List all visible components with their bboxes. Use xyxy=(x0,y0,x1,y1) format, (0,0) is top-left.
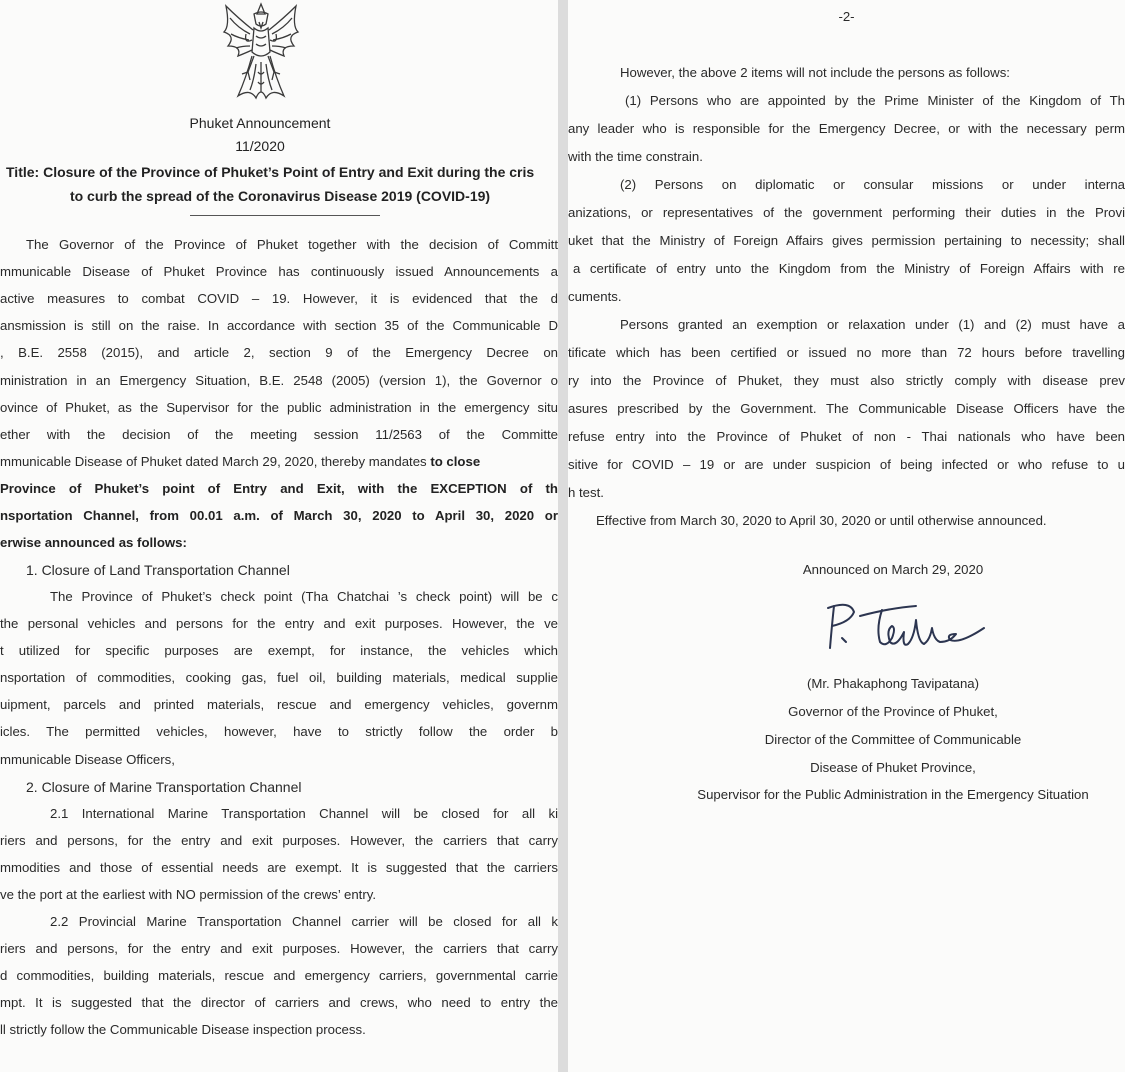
body-line: with the time constrain. xyxy=(568,149,703,164)
body-line: asures prescribed by the Government. The Communicable Disease Officers have the xyxy=(568,401,1125,416)
page-number: -2- xyxy=(838,9,855,24)
announcement-title: Phuket Announcement xyxy=(189,115,331,131)
handwritten-signature xyxy=(820,598,990,656)
body-line: ry into the Province of Phuket, they must also strictly comply with disease prev xyxy=(568,373,1125,388)
document-page-2 xyxy=(568,0,1125,1072)
body-line: riers and persons, for the entry and exit purposes. However, the carriers that carry xyxy=(0,833,558,848)
body-line: mmunicable Disease of Phuket Province has continuously issued Announcements a xyxy=(0,264,558,279)
signatory-title: Supervisor for the Public Administration in the Emergency Situation xyxy=(697,787,1089,802)
announcement-subject-line-2: to curb the spread of the Coronavirus Disease 2019 (COVID-19) xyxy=(69,188,491,204)
body-line: the personal vehicles and persons for the entry and exit purposes. However, the ve xyxy=(0,616,558,631)
body-line: cuments. xyxy=(568,289,622,304)
body-line: t utilized for specific purposes are exempt, for instance, the vehicles which xyxy=(0,643,558,658)
body-line: ve the port at the earliest with NO permission of the crews’ entry. xyxy=(0,887,376,902)
section-heading-marine: 2. Closure of Marine Transportation Channel xyxy=(26,779,302,795)
body-line: anizations, or representatives of the government performing their duties in the Provi xyxy=(568,205,1125,220)
body-line: h test. xyxy=(568,485,604,500)
body-line: icles. The permitted vehicles, however, have to strictly follow the order b xyxy=(0,724,558,739)
body-line-bold: erwise announced as follows: xyxy=(0,535,187,550)
body-line: sitive for COVID – 19 or are under suspicion of being infected or who refuse to u xyxy=(568,457,1125,472)
body-line: ovince of Phuket, as the Supervisor for the public administration in the emergency situ xyxy=(0,400,558,415)
body-line: The Governor of the Province of Phuket together with the decision of Committ xyxy=(26,237,558,252)
body-line: (1) Persons who are appointed by the Prime Minister of the Kingdom of Th xyxy=(625,93,1125,108)
body-line: However, the above 2 items will not include the persons as follows: xyxy=(620,65,1010,80)
signatory-title: Governor of the Province of Phuket, xyxy=(788,704,998,719)
announcement-subject-line-1: Title: Closure of the Province of Phuket’s Point of Entry and Exit during the cris xyxy=(6,164,535,180)
body-line: ministration in an Emergency Situation, B.E. 2548 (2005) (version 1), the Governor o xyxy=(0,373,558,388)
section-heading-land: 1. Closure of Land Transportation Channel xyxy=(26,562,290,578)
body-line: uipment, parcels and printed materials, rescue and emergency vehicles, governm xyxy=(0,697,558,712)
body-line-bold: Province of Phuket’s point of Entry and Exit, with the EXCEPTION of th xyxy=(0,481,558,496)
body-line: , B.E. 2558 (2015), and article 2, section 9 of the Emergency Decree on xyxy=(0,345,558,360)
body-line: refuse entry into the Province of Phuket of non - Thai nationals who have been xyxy=(568,429,1125,444)
body-line: Persons granted an exemption or relaxation under (1) and (2) must have a xyxy=(620,317,1125,332)
effective-date-line: Effective from March 30, 2020 to April 30, 2020 or until otherwise announced. xyxy=(596,513,1047,528)
body-line: a certificate of entry unto the Kingdom from the Ministry of Foreign Affairs with re xyxy=(573,261,1125,276)
body-line: any leader who is responsible for the Emergency Decree, or with the necessary perm xyxy=(568,121,1125,136)
body-line: mmunicable Disease Officers, xyxy=(0,752,175,767)
garuda-emblem-icon xyxy=(216,0,306,104)
signatory-name: (Mr. Phakaphong Tavipatana) xyxy=(806,676,980,691)
body-line: (2) Persons on diplomatic or consular missions or under interna xyxy=(620,177,1125,192)
body-line: tificate which has been certified or issued no more than 72 hours before travelling xyxy=(568,345,1125,360)
signatory-title: Disease of Phuket Province, xyxy=(810,760,976,775)
document-page-1 xyxy=(0,0,558,1072)
body-line: ll strictly follow the Communicable Disease inspection process. xyxy=(0,1022,366,1037)
announcement-number: 11/2020 xyxy=(235,138,285,154)
body-line: mpt. It is suggested that the director of carriers and crews, who need to entry the xyxy=(0,995,558,1010)
body-line: mmodities and those of essential needs are exempt. It is suggested that the carriers xyxy=(0,860,558,875)
announced-date: Announced on March 29, 2020 xyxy=(802,562,984,577)
body-line-bold: nsportation Channel, from 00.01 a.m. of March 30, 2020 to April 30, 2020 or xyxy=(0,508,558,523)
body-line: ether with the decision of the meeting session 11/2563 of the Committe xyxy=(0,427,558,442)
body-line: riers and persons, for the entry and exit purposes. However, the carriers that carry xyxy=(0,941,558,956)
body-line: mmunicable Disease of Phuket dated March 29, 2020, thereby mandates to close xyxy=(0,454,481,469)
body-line: d commodities, building materials, rescue and emergency carriers, governmental carrie xyxy=(0,968,558,983)
body-line: The Province of Phuket’s check point (Tha Chatchai ’s check point) will be c xyxy=(50,589,558,604)
title-divider xyxy=(190,215,380,216)
body-line: active measures to combat COVID – 19. However, it is evidenced that the d xyxy=(0,291,558,306)
signatory-title: Director of the Committee of Communicable xyxy=(764,732,1022,747)
body-line: ansmission is still on the raise. In accordance with section 35 of the Communicable D xyxy=(0,318,558,333)
body-line: 2.1 International Marine Transportation Channel will be closed for all ki xyxy=(50,806,558,821)
body-line: nsportation of commodities, cooking gas, fuel oil, building materials, medical supplie xyxy=(0,670,558,685)
body-line: uket that the Ministry of Foreign Affairs gives permission pertaining to necessity; shall xyxy=(568,233,1125,248)
body-line: 2.2 Provincial Marine Transportation Channel carrier will be closed for all k xyxy=(50,914,558,929)
